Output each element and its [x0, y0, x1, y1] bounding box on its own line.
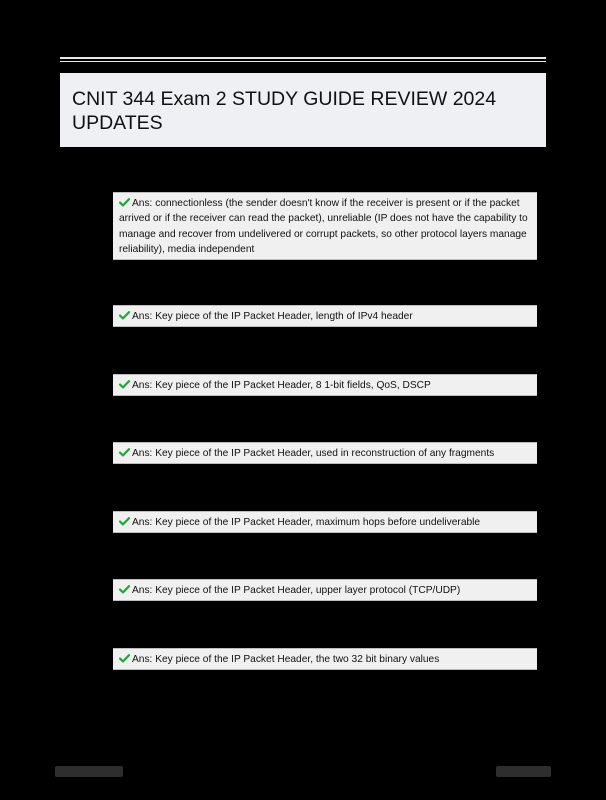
check-icon [119, 585, 130, 594]
header-rule [60, 57, 546, 62]
answer-block [113, 648, 537, 670]
answer-block [113, 442, 537, 464]
footer-left-mark [55, 766, 123, 777]
answer-text: Key piece of the IP Packet Header, length of IPv4 header [155, 311, 413, 322]
document-title-box [60, 73, 546, 147]
answer-text: Key piece of the IP Packet Header, maximum hops before undeliverable [155, 517, 481, 528]
answer-block [113, 511, 537, 533]
check-icon [119, 517, 130, 526]
answer-prefix: Ans: [132, 448, 156, 459]
answer-block [113, 374, 537, 396]
answer-prefix: Ans: [132, 585, 156, 596]
answer-block [113, 579, 537, 601]
answer-text: Key piece of the IP Packet Header, 8 1-bit fields, QoS, DSCP [155, 380, 431, 391]
answer-prefix: Ans: [132, 311, 156, 322]
document-title: CNIT 344 Exam 2 STUDY GUIDE REVIEW 2024 UPDATES [72, 88, 497, 134]
answer-block [113, 192, 537, 260]
answer-text: Key piece of the IP Packet Header, the two 32 bit binary values [155, 654, 440, 665]
answer-prefix: Ans: [132, 380, 156, 391]
check-icon [119, 198, 130, 207]
answer-block [113, 305, 537, 327]
answer-prefix: Ans: [132, 517, 156, 528]
footer-right-mark [496, 766, 551, 777]
check-icon [119, 380, 130, 389]
answer-prefix: Ans: [132, 198, 156, 209]
check-icon [119, 654, 130, 663]
answer-prefix: Ans: [132, 654, 156, 665]
answer-text: connectionless (the sender doesn't know if the receiver is present or if the packet arrived or if the receiver can read the packet), unreliable (IP does not have the capability to manage and recover from undelivered or corrupt packets, so other protocol layers manage reliability), media independent [119, 198, 528, 256]
check-icon [119, 311, 130, 320]
answer-text: Key piece of the IP Packet Header, upper layer protocol (TCP/UDP) [155, 585, 461, 596]
check-icon [119, 448, 130, 457]
answer-text: Key piece of the IP Packet Header, used in reconstruction of any fragments [155, 448, 495, 459]
